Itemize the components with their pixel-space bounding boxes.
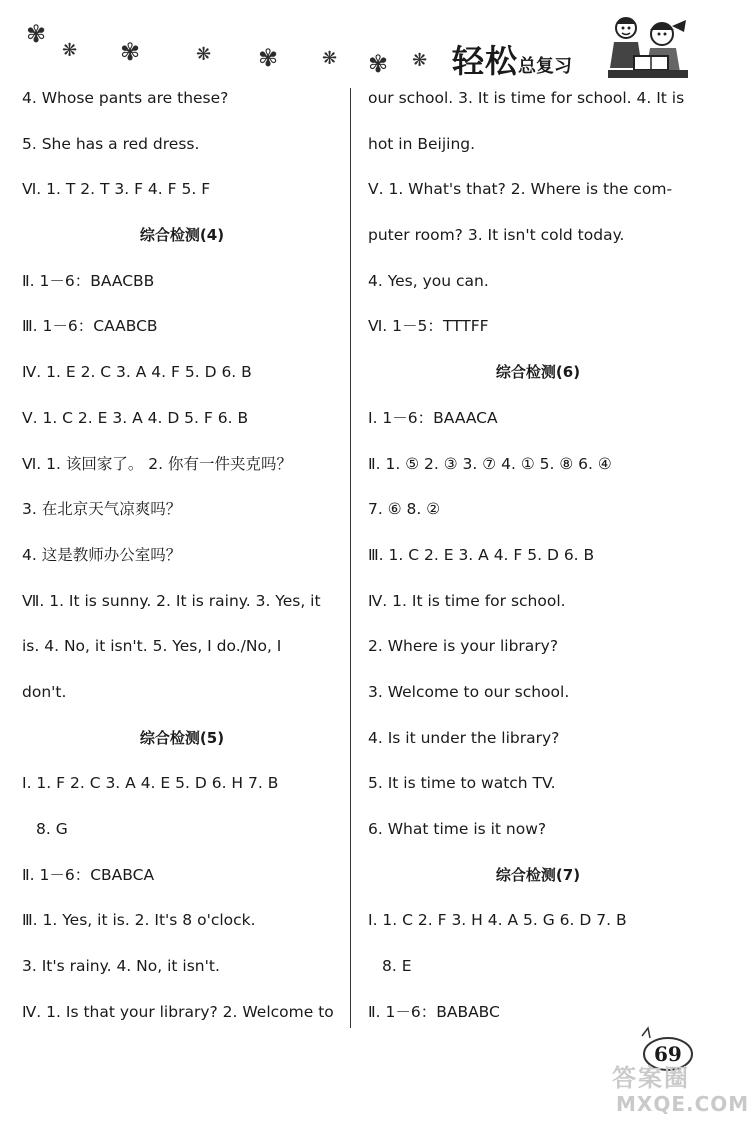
reading-kids-illustration: [604, 12, 692, 80]
answer-line: don't.: [22, 682, 67, 701]
answer-line: 5. She has a red dress.: [22, 134, 200, 153]
brand-subtitle: 总复习: [518, 56, 573, 77]
answer-line: Ⅴ. 1. What's that? 2. Where is the com-: [368, 180, 673, 199]
page-number: 69: [654, 1042, 682, 1066]
maple-leaf-icon: ✾: [26, 20, 47, 48]
answer-line: Ⅱ. 1. ⑤ 2. ③ 3. ⑦ 4. ① 5. ⑧ 6. ④: [368, 454, 612, 473]
answer-line: 3. 在北京天气凉爽吗？: [22, 500, 182, 519]
answer-line: 4. Whose pants are these?: [22, 89, 229, 107]
answer-line: Ⅱ. 1－6：BABABC: [368, 1002, 500, 1021]
answer-line: Ⅲ. 1. C 2. E 3. A 4. F 5. D 6. B: [368, 545, 595, 564]
answer-line: 4. Yes, you can.: [368, 271, 489, 290]
answer-line: Ⅶ. 1. It is sunny. 2. It is rainy. 3. Yes, it: [22, 591, 321, 610]
answer-line: hot in Beijing.: [368, 134, 476, 153]
watermark-url: MXQE.COM: [616, 1092, 750, 1116]
answer-line: Ⅳ. 1. E 2. C 3. A 4. F 5. D 6. B: [22, 363, 252, 382]
answer-line: is. 4. No, it isn't. 5. Yes, I do./No, I: [22, 637, 282, 656]
answer-line: 3. Welcome to our school.: [368, 682, 570, 701]
answer-line: 2. Where is your library?: [368, 637, 559, 656]
section-heading: 综合检测(7): [495, 865, 581, 884]
answer-line: 8. G: [36, 820, 68, 838]
answer-line: 7. ⑥ 8. ②: [368, 500, 441, 519]
answer-line: Ⅰ. 1. C 2. F 3. H 4. A 5. G 6. D 7. B: [368, 911, 627, 930]
answer-line: Ⅳ. 1. It is time for school.: [368, 591, 566, 610]
answer-line: Ⅵ. 1. T 2. T 3. F 4. F 5. F: [22, 180, 211, 199]
answer-line: Ⅱ. 1－6：CBABCA: [22, 865, 155, 884]
maple-leaf-icon: ✾: [120, 38, 141, 66]
answers-left-column: [22, 76, 342, 1035]
watermark-text: 答案圈: [612, 1064, 690, 1092]
answer-line: our school. 3. It is time for school. 4. It is: [368, 89, 685, 107]
section-heading: 综合检测(5): [139, 728, 225, 747]
answer-line: 4. Is it under the library?: [368, 728, 560, 747]
answer-line: 4. 这是教师办公室吗？: [22, 545, 182, 564]
answer-line: 8. E: [382, 957, 412, 976]
section-heading: 综合检测(4): [139, 226, 225, 245]
column-divider: [350, 88, 351, 1028]
answer-line: 6. What time is it now?: [368, 820, 547, 838]
answer-line: 5. It is time to watch TV.: [368, 774, 556, 793]
maple-leaf-icon: ✾: [368, 50, 389, 78]
answer-line: Ⅵ. 1. 该回家了。 2. 你有一件夹克吗？: [22, 454, 293, 473]
answer-line: Ⅰ. 1. F 2. C 3. A 4. E 5. D 6. H 7. B: [22, 774, 279, 793]
brand-title: 轻松: [452, 42, 519, 80]
answer-line: Ⅴ. 1. C 2. E 3. A 4. D 5. F 6. B: [22, 408, 249, 427]
maple-leaf-icon: ✾: [258, 44, 279, 72]
section-heading: 综合检测(6): [495, 363, 581, 382]
maple-leaf-icon: ❋: [196, 44, 212, 65]
answer-line: Ⅱ. 1－6：BAACBB: [22, 271, 155, 290]
answers-right-column: [368, 76, 708, 1035]
answer-line: Ⅲ. 1－6：CAABCB: [22, 317, 158, 336]
answer-line: Ⅰ. 1－6：BAAACA: [368, 408, 498, 427]
maple-leaf-icon: ❋: [322, 48, 338, 69]
maple-leaf-icon: ❋: [412, 50, 428, 71]
answer-line: Ⅳ. 1. Is that your library? 2. Welcome to: [22, 1002, 334, 1021]
answer-line: Ⅲ. 1. Yes, it is. 2. It's 8 o'clock.: [22, 911, 256, 930]
maple-leaf-icon: ❋: [62, 40, 78, 61]
answer-line: 3. It's rainy. 4. No, it isn't.: [22, 957, 220, 976]
page-header: [0, 0, 750, 88]
answer-line: puter room? 3. It isn't cold today.: [368, 226, 625, 245]
answer-line: Ⅵ. 1－5：TTTFF: [368, 317, 489, 336]
